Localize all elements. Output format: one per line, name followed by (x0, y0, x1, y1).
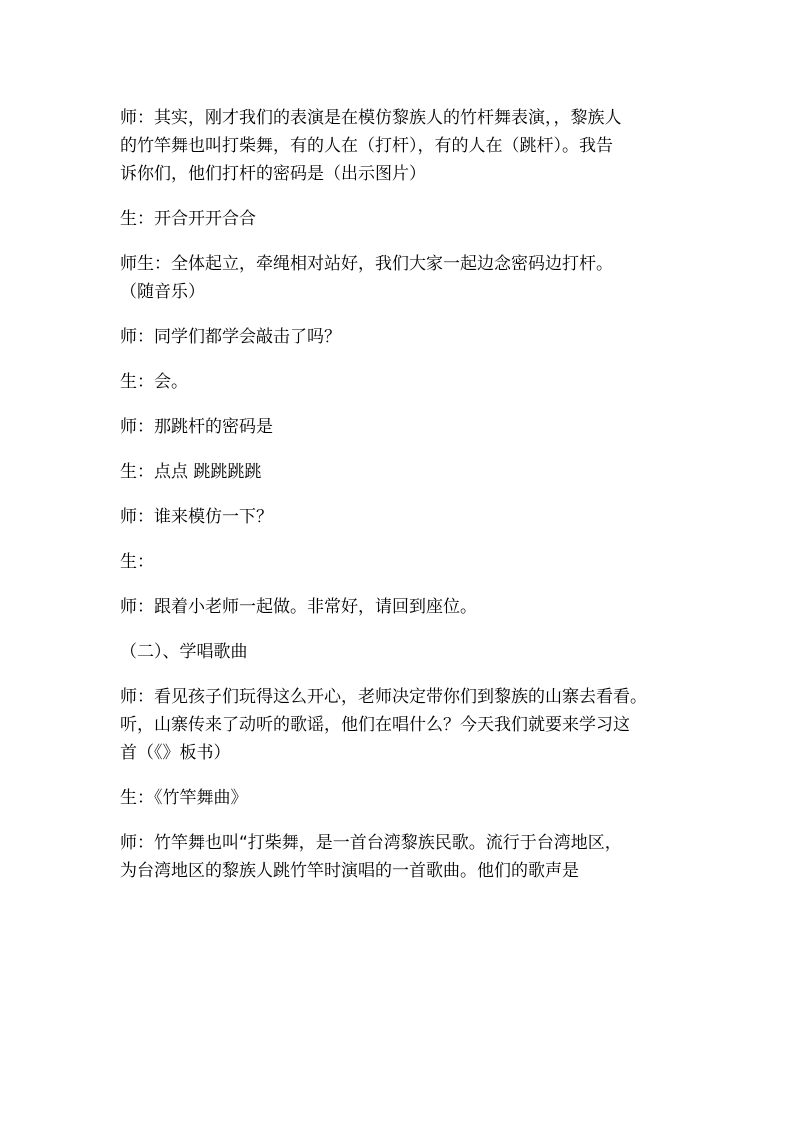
text-line: 的竹竿舞也叫打柴舞，有的人在（打杆），有的人在（跳杆）。我告 (120, 136, 613, 156)
text-line: 师：谁来模仿一下？ (120, 507, 273, 527)
text-line: 生： (120, 552, 154, 572)
text-line: （二）、学唱歌曲 (120, 642, 248, 662)
text-line: 师：同学们都学会敲击了吗？ (120, 327, 341, 347)
paragraph-13 (120, 784, 680, 812)
text-line: 师：看见孩子们玩得这么开心，老师决定带你们到黎族的山寨去看看。 (120, 687, 647, 707)
paragraph-1 (120, 104, 680, 188)
paragraph-10 (120, 593, 680, 621)
paragraph-14 (120, 829, 680, 885)
paragraph-9 (120, 548, 680, 576)
text-line: 生：会。 (120, 372, 188, 392)
text-line: （随音乐） (120, 282, 205, 302)
text-line: 首（《》板书） (120, 743, 231, 763)
text-line: 师：其实，刚才我们的表演是在模仿黎族人的竹杆舞表演，，黎族人 (120, 108, 622, 128)
text-line: 师生：全体起立，牵绳相对站好，我们大家一起边念密码边打杆。 (120, 254, 613, 274)
section-heading (120, 638, 680, 666)
document-body (120, 104, 680, 902)
paragraph-5 (120, 368, 680, 396)
paragraph-4 (120, 323, 680, 351)
text-line: 为台湾地区的黎族人跳竹竿时演唱的一首歌曲。他们的歌声是 (120, 861, 579, 881)
text-line: 生：点点 跳跳跳跳 (120, 462, 262, 482)
paragraph-2 (120, 205, 680, 233)
text-line: 生：开合开开合合 (120, 209, 256, 229)
paragraph-7 (120, 458, 680, 486)
paragraph-8 (120, 503, 680, 531)
text-line: 师：竹竿舞也叫“打柴舞，是一首台湾黎族民歌。流行于台湾地区， (120, 833, 622, 853)
paragraph-12 (120, 683, 680, 767)
paragraph-3 (120, 250, 680, 306)
text-line: 生：《竹竿舞曲》 (120, 788, 248, 808)
text-line: 听，山寨传来了动听的歌谣，他们在唱什么？今天我们就要来学习这 (120, 715, 630, 735)
paragraph-6 (120, 413, 680, 441)
text-line: 师：那跳杆的密码是 (120, 417, 273, 437)
text-line: 师：跟着小老师一起做。非常好，请回到座位。 (120, 597, 477, 617)
text-line: 诉你们，他们打杆的密码是（出示图片） (120, 164, 426, 184)
